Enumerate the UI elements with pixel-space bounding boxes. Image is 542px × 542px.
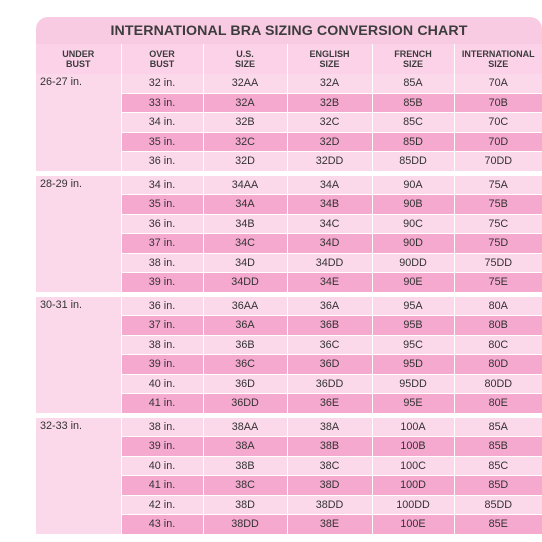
french-size-cell: 95C xyxy=(372,335,454,355)
international-size-cell: 75E xyxy=(454,273,542,295)
french-size-cell: 95B xyxy=(372,316,454,336)
us-size-cell: 34A xyxy=(203,195,287,215)
under-bust-cell: 26-27 in. xyxy=(36,74,121,173)
international-size-cell: 75C xyxy=(454,214,542,234)
international-size-cell: 85DD xyxy=(454,495,542,515)
us-size-cell: 34AA xyxy=(203,173,287,195)
us-size-cell: 38AA xyxy=(203,415,287,437)
french-size-cell: 90C xyxy=(372,214,454,234)
us-size-cell: 38C xyxy=(203,476,287,496)
sizing-chart xyxy=(36,17,542,535)
over-bust-cell: 36 in. xyxy=(121,214,203,234)
french-size-cell: 95E xyxy=(372,394,454,416)
under-bust-cell: 32-33 in. xyxy=(36,415,121,534)
international-size-cell: 85D xyxy=(454,476,542,496)
over-bust-cell: 39 in. xyxy=(121,355,203,375)
international-size-cell: 70B xyxy=(454,93,542,113)
us-size-cell: 32A xyxy=(203,93,287,113)
table-row xyxy=(36,173,542,195)
us-size-cell: 36C xyxy=(203,355,287,375)
over-bust-cell: 38 in. xyxy=(121,335,203,355)
us-size-cell: 38D xyxy=(203,495,287,515)
english-size-cell: 34E xyxy=(287,273,372,295)
us-size-cell: 32B xyxy=(203,113,287,133)
header-under-bust: UNDER BUST xyxy=(36,44,121,74)
french-size-cell: 100E xyxy=(372,515,454,535)
table-body xyxy=(36,74,542,534)
english-size-cell: 36DD xyxy=(287,374,372,394)
french-size-cell: 85B xyxy=(372,93,454,113)
over-bust-cell: 42 in. xyxy=(121,495,203,515)
us-size-cell: 34B xyxy=(203,214,287,234)
over-bust-cell: 36 in. xyxy=(121,152,203,174)
international-size-cell: 80B xyxy=(454,316,542,336)
over-bust-cell: 41 in. xyxy=(121,476,203,496)
header-row xyxy=(36,44,542,74)
us-size-cell: 32AA xyxy=(203,74,287,93)
french-size-cell: 85C xyxy=(372,113,454,133)
over-bust-cell: 41 in. xyxy=(121,394,203,416)
international-size-cell: 80C xyxy=(454,335,542,355)
english-size-cell: 32D xyxy=(287,132,372,152)
over-bust-cell: 38 in. xyxy=(121,253,203,273)
english-size-cell: 36B xyxy=(287,316,372,336)
table-row xyxy=(36,74,542,93)
international-size-cell: 75DD xyxy=(454,253,542,273)
over-bust-cell: 39 in. xyxy=(121,437,203,457)
french-size-cell: 100A xyxy=(372,415,454,437)
header-us-size: U.S. SIZE xyxy=(203,44,287,74)
english-size-cell: 38C xyxy=(287,456,372,476)
international-size-cell: 80DD xyxy=(454,374,542,394)
english-size-cell: 36D xyxy=(287,355,372,375)
french-size-cell: 100B xyxy=(372,437,454,457)
header-french-size: FRENCH SIZE xyxy=(372,44,454,74)
english-size-cell: 32DD xyxy=(287,152,372,174)
english-size-cell: 34A xyxy=(287,173,372,195)
over-bust-cell: 43 in. xyxy=(121,515,203,535)
international-size-cell: 70DD xyxy=(454,152,542,174)
english-size-cell: 36A xyxy=(287,294,372,316)
french-size-cell: 100C xyxy=(372,456,454,476)
over-bust-cell: 39 in. xyxy=(121,273,203,295)
over-bust-cell: 40 in. xyxy=(121,374,203,394)
french-size-cell: 95D xyxy=(372,355,454,375)
us-size-cell: 34C xyxy=(203,234,287,254)
over-bust-cell: 35 in. xyxy=(121,132,203,152)
french-size-cell: 95DD xyxy=(372,374,454,394)
english-size-cell: 36C xyxy=(287,335,372,355)
header-over-bust: OVER BUST xyxy=(121,44,203,74)
us-size-cell: 36AA xyxy=(203,294,287,316)
english-size-cell: 38DD xyxy=(287,495,372,515)
english-size-cell: 38E xyxy=(287,515,372,535)
table-row xyxy=(36,294,542,316)
header-english-size: ENGLISH SIZE xyxy=(287,44,372,74)
over-bust-cell: 37 in. xyxy=(121,316,203,336)
english-size-cell: 34C xyxy=(287,214,372,234)
french-size-cell: 85DD xyxy=(372,152,454,174)
english-size-cell: 36E xyxy=(287,394,372,416)
english-size-cell: 32C xyxy=(287,113,372,133)
english-size-cell: 38B xyxy=(287,437,372,457)
international-size-cell: 75B xyxy=(454,195,542,215)
french-size-cell: 90DD xyxy=(372,253,454,273)
us-size-cell: 32C xyxy=(203,132,287,152)
header-international-size: INTERNATIONAL SIZE xyxy=(461,49,535,69)
over-bust-cell: 36 in. xyxy=(121,294,203,316)
over-bust-cell: 33 in. xyxy=(121,93,203,113)
chart-title: INTERNATIONAL BRA SIZING CONVERSION CHART xyxy=(36,17,542,44)
under-bust-cell: 30-31 in. xyxy=(36,294,121,415)
over-bust-cell: 35 in. xyxy=(121,195,203,215)
french-size-cell: 85D xyxy=(372,132,454,152)
over-bust-cell: 40 in. xyxy=(121,456,203,476)
international-size-cell: 75D xyxy=(454,234,542,254)
international-size-cell: 75A xyxy=(454,173,542,195)
international-size-cell: 85C xyxy=(454,456,542,476)
english-size-cell: 34B xyxy=(287,195,372,215)
international-size-cell: 80D xyxy=(454,355,542,375)
international-size-cell: 70C xyxy=(454,113,542,133)
us-size-cell: 38DD xyxy=(203,515,287,535)
french-size-cell: 90D xyxy=(372,234,454,254)
english-size-cell: 34DD xyxy=(287,253,372,273)
over-bust-cell: 34 in. xyxy=(121,173,203,195)
french-size-cell: 90A xyxy=(372,173,454,195)
us-size-cell: 34DD xyxy=(203,273,287,295)
us-size-cell: 36B xyxy=(203,335,287,355)
french-size-cell: 90E xyxy=(372,273,454,295)
international-size-cell: 70D xyxy=(454,132,542,152)
international-size-cell: 85A xyxy=(454,415,542,437)
english-size-cell: 32A xyxy=(287,74,372,93)
english-size-cell: 38D xyxy=(287,476,372,496)
english-size-cell: 38A xyxy=(287,415,372,437)
international-size-cell: 70A xyxy=(454,74,542,93)
us-size-cell: 34D xyxy=(203,253,287,273)
over-bust-cell: 32 in. xyxy=(121,74,203,93)
us-size-cell: 38B xyxy=(203,456,287,476)
under-bust-cell: 28-29 in. xyxy=(36,173,121,294)
international-size-cell: 85B xyxy=(454,437,542,457)
us-size-cell: 38A xyxy=(203,437,287,457)
over-bust-cell: 38 in. xyxy=(121,415,203,437)
french-size-cell: 100D xyxy=(372,476,454,496)
french-size-cell: 85A xyxy=(372,74,454,93)
french-size-cell: 95A xyxy=(372,294,454,316)
over-bust-cell: 37 in. xyxy=(121,234,203,254)
international-size-cell: 80E xyxy=(454,394,542,416)
international-size-cell: 80A xyxy=(454,294,542,316)
sizing-table xyxy=(36,44,542,535)
french-size-cell: 90B xyxy=(372,195,454,215)
international-size-cell: 85E xyxy=(454,515,542,535)
table-row xyxy=(36,415,542,437)
us-size-cell: 36A xyxy=(203,316,287,336)
us-size-cell: 36D xyxy=(203,374,287,394)
english-size-cell: 34D xyxy=(287,234,372,254)
us-size-cell: 32D xyxy=(203,152,287,174)
us-size-cell: 36DD xyxy=(203,394,287,416)
english-size-cell: 32B xyxy=(287,93,372,113)
over-bust-cell: 34 in. xyxy=(121,113,203,133)
french-size-cell: 100DD xyxy=(372,495,454,515)
